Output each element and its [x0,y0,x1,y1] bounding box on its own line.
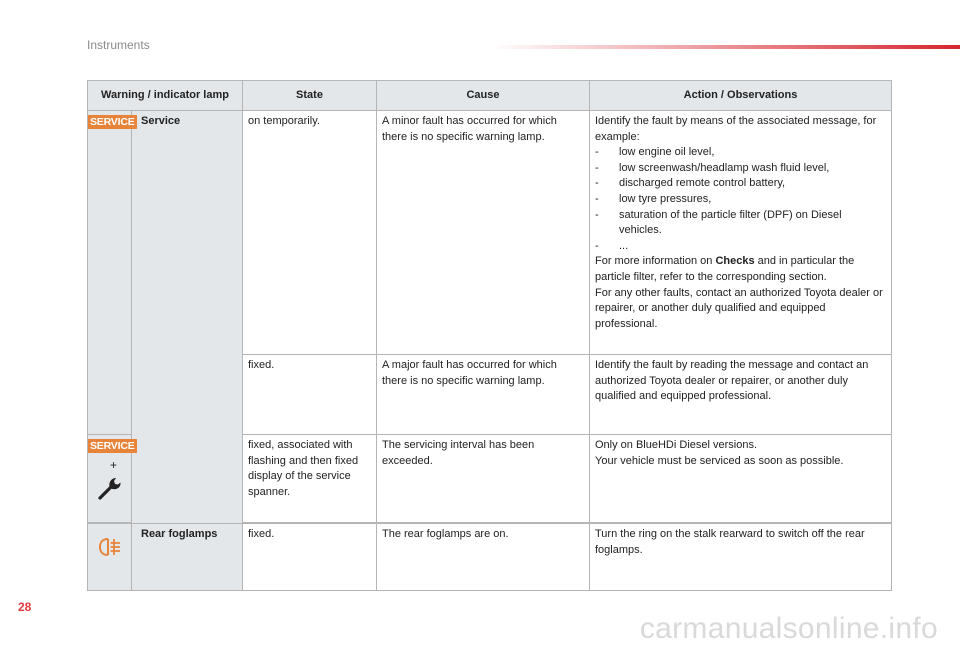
column-header-action: Action / Observations [590,81,892,111]
service-warning-icon: SERVICE [90,116,135,128]
cause-cell: A minor fault has occurred for which there is no specific warning lamp. [377,111,590,355]
warning-lamp-table [87,80,892,591]
cause-cell: The rear foglamps are on. [377,524,590,591]
rear-foglamp-icon [97,536,123,558]
list-item: - low engine oil level, [595,145,885,161]
state-cell: on temporarily. [243,111,377,355]
action-cell: Turn the ring on the stalk rearward to switch off the rear foglamps. [590,524,892,591]
state-cell: fixed. [243,355,377,435]
action-more-post: and in particular the particle filter, refer to the corresponding section. [595,255,855,283]
page-number: 28 [18,600,32,614]
checks-reference: Checks [715,255,755,268]
action-cell [590,435,892,523]
lamp-name-service: Service [132,111,243,524]
table-header-row [88,81,892,111]
action-more-pre: For more information on [595,255,716,268]
state-cell: fixed. [243,524,377,591]
table-row [88,111,892,355]
service-spanner-icon-cell [88,435,135,523]
section-title: Instruments [87,38,150,52]
foglamp-icon-cell [88,524,132,591]
state-cell: fixed, associated with flashing and then fixed display of the service spanner. [243,435,377,523]
column-header-cause: Cause [377,81,590,111]
action-intro: Identify the fault by means of the associated message, for example: [595,115,877,143]
action-cell [590,111,892,355]
list-item: - low tyre pressures, [595,192,885,208]
action-cell: Identify the fault by reading the message and contact an authorized Toyota dealer or repairer, or another duly qualified and equipped professional. [590,355,892,435]
header-accent-bar [490,45,960,49]
action-other-faults: For any other faults, contact an authorized Toyota dealer or repairer, or another duly qualified and equipped professional. [595,286,883,330]
cause-cell: A major fault has occurred for which there is no specific warning lamp. [377,355,590,435]
lamp-name-rear-foglamps: Rear foglamps [132,524,243,591]
list-item: - low screenwash/headlamp wash fluid level, [595,161,885,177]
fault-example-list [595,145,885,254]
spanner-icon [97,475,123,501]
table-row [88,524,892,591]
plus-sign: + [109,457,117,472]
list-item: - discharged remote control battery, [595,176,885,192]
service-warning-icon: SERVICE [90,440,135,452]
service-icon-cell [88,111,135,435]
list-item: - ... [595,239,885,255]
column-header-state: State [243,81,377,111]
action-line: Only on BlueHDi Diesel versions. [595,439,758,451]
list-item: - saturation of the particle filter (DPF) on Diesel vehicles. [595,208,885,239]
action-line: Your vehicle must be serviced as soon as possible. [595,454,844,467]
cause-cell: The servicing interval has been exceeded. [377,435,590,523]
column-header-lamp: Warning / indicator lamp [88,81,243,111]
watermark: carmanualsonline.info [639,612,938,645]
action-more-info [595,254,885,285]
